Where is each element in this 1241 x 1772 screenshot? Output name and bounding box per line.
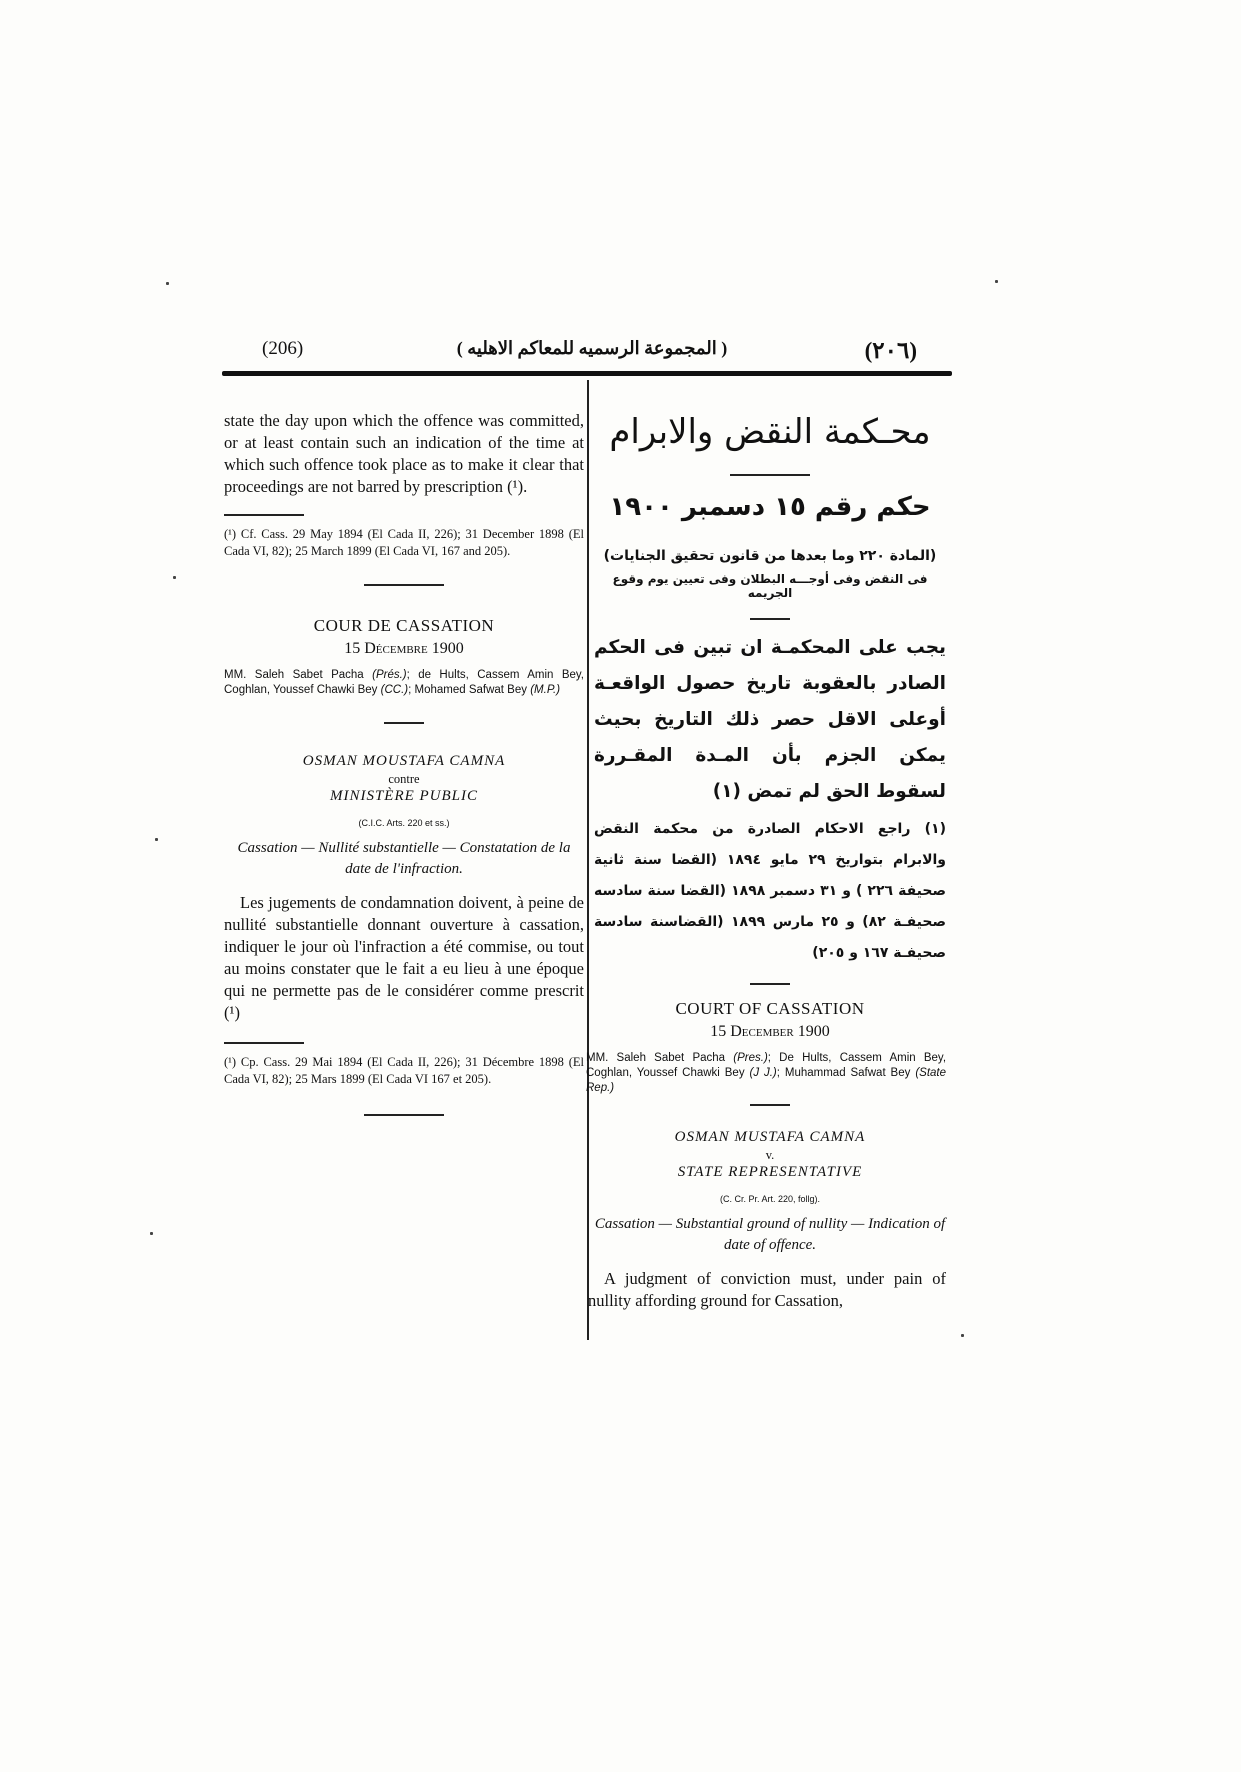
english-party-1: OSMAN MUSTAFA CAMNA <box>674 1129 866 1145</box>
scan-speck <box>995 280 998 283</box>
section-rule <box>750 983 790 985</box>
section-rule <box>750 1104 790 1106</box>
section-rule <box>730 474 810 476</box>
english-judges: MM. Saleh Sabet Pacha (Pres.); De Hults, Cassem Amin Bey, Coghlan, Youssef Chawki Bey (J J.); Muhammad Safwat Bey (State Rep.) <box>586 1052 947 1094</box>
right-column <box>586 410 947 1312</box>
french-footnote: (¹) Cp. Cass. 29 Mai 1894 (El Cada II, 226); 31 Décembre 1898 (El Cada VI, 82); 25 Mars 1899 (El Cada VI 167 et 205). <box>224 1055 584 1086</box>
french-body: Les jugements de condamnation doivent, à peine de nullité substantielle donnant ouverture à cassation, indiquer le jour où l'infraction a été commise, ou tout au moins constater que le fait a eu lieu à une époque qui ne permette pas de le considérer comme prescrit (¹) <box>224 893 584 1022</box>
scan-speck <box>155 838 158 841</box>
french-articles: (C.I.C. Arts. 220 et ss.) <box>358 818 450 828</box>
arabic-topic: فى النقض وفى أوجـــه البطلان وفى تعيين يوم وقوع الجريمه <box>612 572 928 600</box>
english-party-2: STATE REPRESENTATIVE <box>677 1164 863 1180</box>
french-court-title: COUR DE CASSATION <box>313 616 495 635</box>
footnote-separator <box>224 514 304 516</box>
english-body: A judgment of conviction must, under pain of nullity affording ground for Cassation, <box>588 1269 946 1310</box>
english-versus: v. <box>765 1148 775 1162</box>
column-divider <box>587 380 589 1340</box>
english-date: 15 December 1900 <box>710 1023 830 1040</box>
section-rule <box>364 584 444 586</box>
arabic-footnote: (١) راجع الاحكام الصادرة من محكمة النقض والابرام بتواريخ ٢٩ مايو ١٨٩٤ (القضا سنة ثانية صحيفة ٢٢٦ ) و ٣١ دسمبر ١٨٩٨ (القضا سنة سادسه صحيفـة ٨٢) و ٢٥ مارس ١٨٩٩ (القضاسنة سادسة صحيفـة ١٦٧ و ٢٠٥) <box>594 821 946 961</box>
scan-speck <box>961 1334 964 1337</box>
scan-speck <box>150 1232 153 1235</box>
english-continuation: state the day upon which the offence was committed, or at least contain such an indication of the time at which such offence took place as to make it clear that proceedings are not barred by prescription (¹). <box>224 411 584 496</box>
english-court-title: COURT OF CASSATION <box>675 999 865 1018</box>
english-subject: Cassation — Substantial ground of nullity — Indication of date of offence. <box>594 1216 946 1253</box>
footnote-separator <box>224 1042 304 1044</box>
running-title: ( المجموعة الرسميه للمعاكم الاهليه ) <box>456 338 728 358</box>
section-rule <box>750 618 790 620</box>
french-party-1: OSMAN MOUSTAFA CAMNA <box>302 753 506 769</box>
page-number-left: (206) <box>262 338 304 359</box>
section-rule <box>384 722 424 724</box>
arabic-decision: حكم رقم ١٥ دسمبر ١٩٠٠ <box>609 492 931 522</box>
header-rule <box>222 371 952 376</box>
english-footnote: (¹) Cf. Cass. 29 May 1894 (El Cada II, 226); 31 December 1898 (El Cada VI, 82); 25 March 1899 (El Cada VI, 167 and 205). <box>224 527 584 558</box>
left-column <box>224 410 584 1138</box>
english-articles: (C. Cr. Pr. Art. 220, follg). <box>719 1194 821 1204</box>
scan-speck <box>173 576 176 579</box>
page-number-right: (٢٠٦) <box>864 338 917 363</box>
arabic-article: (المادة ٢٢٠ وما بعدها من قانون تحقيق الجنايات) <box>603 548 937 564</box>
arabic-court-title: محـكمة النقض والابرام <box>609 412 931 452</box>
scan-speck <box>166 282 169 285</box>
french-party-2: MINISTÈRE PUBLIC <box>329 788 479 804</box>
french-subject: Cassation — Nullité substantielle — Constatation de la date de l'infraction. <box>237 840 571 877</box>
end-rule <box>364 1114 444 1116</box>
french-judges: MM. Saleh Sabet Pacha (Prés.); de Hults, Cassem Amin Bey, Coghlan, Youssef Chawki Bey (CC.); Mohamed Safwat Bey (M.P.) <box>224 669 584 696</box>
arabic-body: يجب على المحكمـة ان تبين فى الحكم الصادر بالعقوبة تاريخ حصول الواقعـة أوعلى الاقل حصر ذلك التاريخ بحيث يمكن الجزم بأن المـدة المقـررة لسقوط الحق لم تمض (١) <box>594 637 946 802</box>
french-date: 15 Décembre 1900 <box>344 640 464 657</box>
french-contre: contre <box>388 772 420 786</box>
